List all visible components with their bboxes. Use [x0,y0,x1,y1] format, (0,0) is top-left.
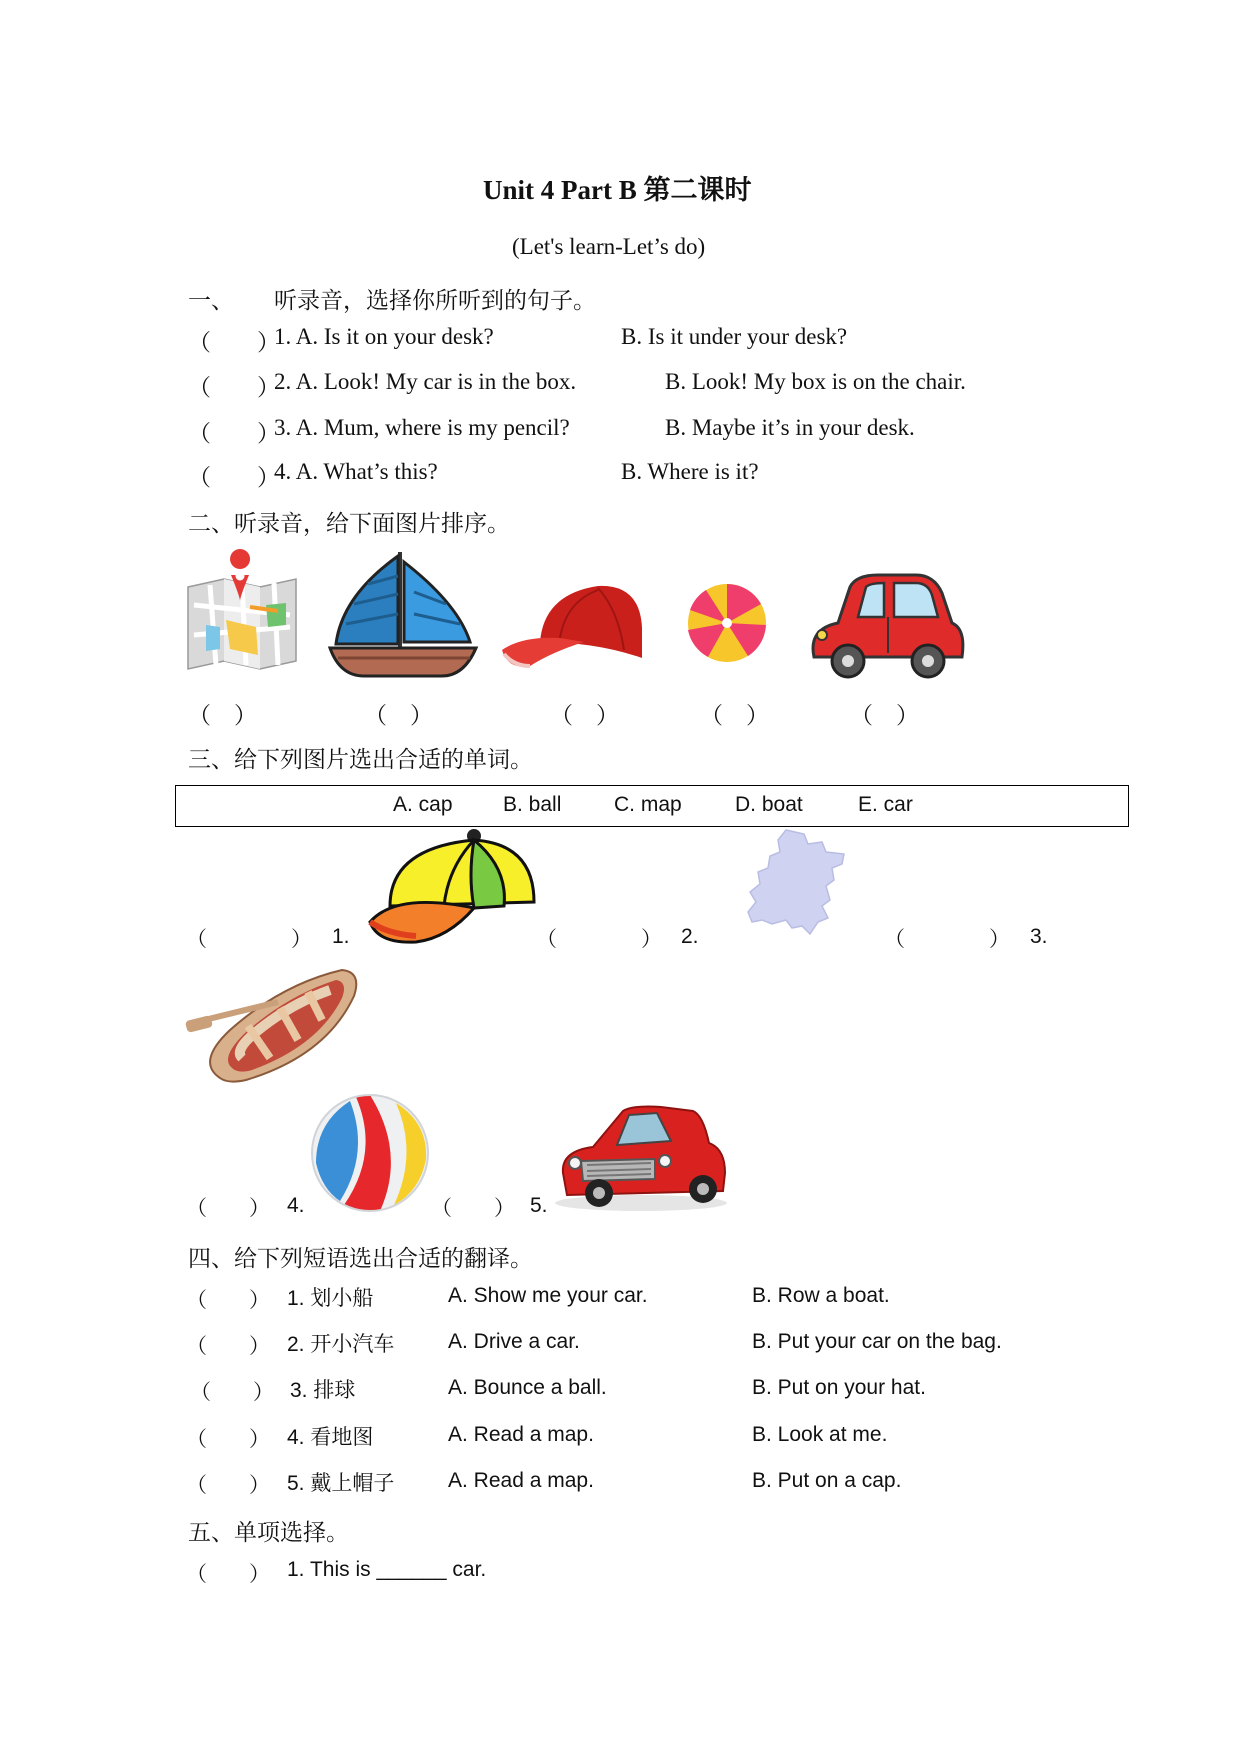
s1-q3-bracket[interactable]: （ ） [188,421,280,446]
word-option-d: D. boat [735,793,803,816]
s4-q4-bracket[interactable]: （ ） [186,1428,270,1451]
s1-q1-bracket[interactable]: （ ） [188,330,280,355]
s3-q1-bracket[interactable]: （ ） [186,928,312,951]
s3-q2-bracket[interactable]: （ ） [536,928,662,951]
s4-q2-option-b: B. Put your car on the bag. [752,1330,1002,1353]
s4-q1-option-a: A. Show me your car. [448,1284,648,1307]
beach-ball-icon [686,582,768,664]
section4-heading: 四、给下列短语选出合适的翻译。 [188,1246,533,1272]
s4-q5-bracket[interactable]: （ ） [186,1474,270,1497]
s4-q1-bracket[interactable]: （ ） [186,1289,270,1312]
s1-q4-option-b: B. Where is it? [621,459,759,484]
map-icon [186,565,298,671]
word-option-c: C. map [614,793,682,816]
section1-heading: 听录音，选择你所听到的句子。 [274,288,596,314]
s4-q3-chinese: 3. 排球 [290,1379,356,1402]
red-cap-icon [500,580,646,672]
s1-q2-option-a: 2. A. Look! My car is in the box. [274,369,577,394]
section3-heading: 三、给下列图片选出合适的单词。 [188,747,533,773]
s1-q3-option-a: 3. A. Mum, where is my pencil? [274,415,570,440]
s2-bracket-5[interactable]: （ ） [850,703,919,728]
s2-bracket-4[interactable]: （ ） [700,703,769,728]
s1-q1-option-a: 1. A. Is it on your desk? [274,324,494,349]
s4-q3-option-b: B. Put on your hat. [752,1376,926,1399]
section1-heading-num: 一、 [188,288,234,314]
s3-q5-bracket[interactable]: （ ） [431,1197,515,1220]
s1-q3-option-b: B. Maybe it’s in your desk. [665,415,915,440]
s3-q1-num: 1. [332,925,350,948]
s5-q1-bracket[interactable]: （ ） [186,1563,270,1586]
sailboat-icon [328,548,478,680]
s1-q2-bracket[interactable]: （ ） [188,375,280,400]
s1-q1-option-b: B. Is it under your desk? [621,324,848,349]
word-bank [175,785,1129,827]
s4-q4-option-a: A. Read a map. [448,1423,594,1446]
word-option-e: E. car [858,793,913,816]
s4-q2-bracket[interactable]: （ ） [186,1335,270,1358]
page-title: Unit 4 Part B 第二课时 [483,175,752,205]
s4-q5-chinese: 5. 戴上帽子 [287,1472,395,1495]
s3-q4-bracket[interactable]: （ ） [186,1197,270,1220]
colorful-cap-icon [368,828,538,946]
s4-q2-chinese: 2. 开小汽车 [287,1333,395,1356]
s4-q3-option-a: A. Bounce a ball. [448,1376,607,1399]
s2-bracket-2[interactable]: （ ） [364,703,433,728]
s1-q2-option-b: B. Look! My box is on the chair. [665,369,966,394]
s4-q2-option-a: A. Drive a car. [448,1330,580,1353]
s4-q5-option-b: B. Put on a cap. [752,1469,902,1492]
s4-q4-option-b: B. Look at me. [752,1423,888,1446]
s4-q3-bracket[interactable]: （ ） [190,1381,274,1404]
s3-q5-num: 5. [530,1194,548,1217]
page-subtitle: (Let's learn-Let’s do) [512,234,706,259]
s4-q4-chinese: 4. 看地图 [287,1426,374,1449]
word-option-b: B. ball [503,793,562,816]
s2-bracket-3[interactable]: （ ） [550,703,619,728]
s3-q4-num: 4. [287,1194,305,1217]
s1-q4-option-a: 4. A. What’s this? [274,459,438,484]
rowboat-icon [186,962,360,1086]
s2-bracket-1[interactable]: （ ） [188,703,257,728]
red-car-icon [808,573,966,683]
s5-q1-text: 1. This is ______ car. [287,1558,487,1581]
section2-heading: 二、听录音，给下面图片排序。 [188,511,510,537]
s4-q1-chinese [287,1282,373,1312]
map-silhouette-icon [746,828,852,936]
striped-ball-icon [310,1093,430,1213]
s3-q3-num: 3. [1030,925,1048,948]
s3-q3-bracket[interactable]: （ ） [884,928,1010,951]
s4-q1-chinese-text: 1. 划小船 [287,1287,374,1310]
s3-q2-num: 2. [681,925,699,948]
section5-heading: 五、单项选择。 [188,1520,349,1546]
word-option-a: A. cap [393,793,453,816]
red-vintage-car-icon [553,1103,729,1211]
s1-q4-bracket[interactable]: （ ） [188,465,280,490]
s4-q5-option-a: A. Read a map. [448,1469,594,1492]
s4-q1-option-b: B. Row a boat. [752,1284,890,1307]
